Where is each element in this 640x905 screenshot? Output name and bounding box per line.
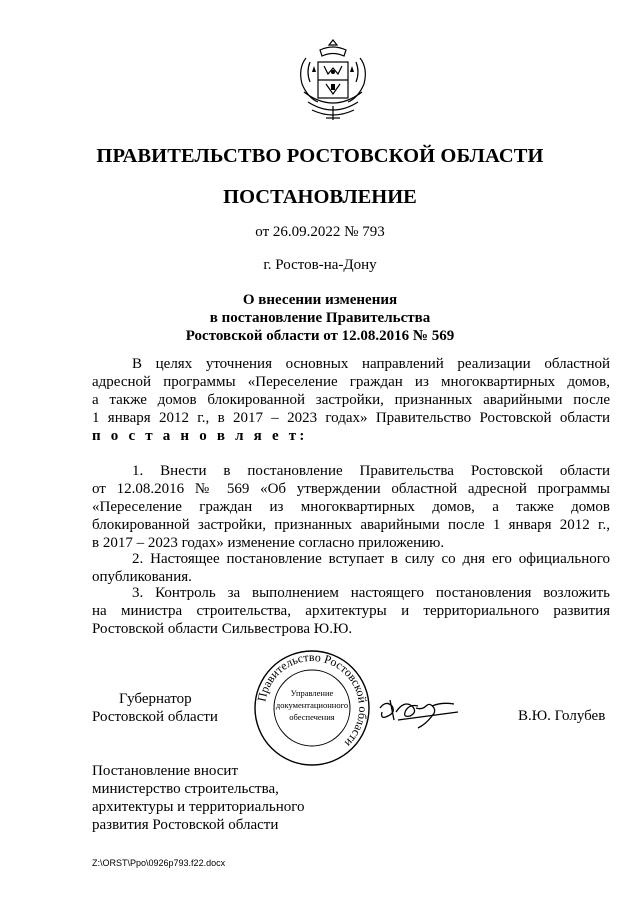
item-3-paragraph (92, 584, 610, 638)
handwritten-signature-icon (376, 690, 472, 732)
signatory-title-line: Губернатор (119, 691, 192, 707)
submitted-by-note (92, 762, 305, 834)
text-line: 3. Контроль за выполнением настоящего постановления возложить (132, 585, 610, 601)
seal-ring-text: Правительство Ростовской области (254, 649, 371, 751)
text-line: 2. Настоящее постановление вступает в силу со дня его официального (132, 551, 610, 567)
text-line: «Переселение граждан из многоквартирных домов, а также домов (92, 499, 610, 515)
text-line: 1 января 2012 г., в 2017 – 2023 годах» Правительство Ростовской области (92, 410, 610, 426)
seal-center-line: Управление (290, 688, 334, 698)
text-line: в 2017 – 2023 годах» изменение согласно приложению. (92, 535, 445, 551)
note-line: Постановление вносит (92, 763, 239, 779)
item-2-paragraph (92, 550, 610, 586)
note-line: развития Ростовской области (92, 817, 279, 833)
file-path-footer: Z:\ORST\Ppo\0926p793.f22.docx (92, 858, 226, 868)
signatory-name: В.Ю. Голубев (518, 708, 606, 724)
preamble-paragraph (92, 355, 610, 445)
text-line: от 12.08.2016 № 569 «Об утверждении областной адресной программы (92, 481, 610, 497)
document-city: г. Ростов-на-Дону (263, 257, 377, 273)
subject-line: О внесении изменения (242, 292, 398, 308)
subject-line: Ростовской области от 12.08.2016 № 569 (185, 328, 455, 344)
text-line: а также домов блокированной застройки, признанных аварийными после (92, 392, 610, 408)
signatory-title-line: Ростовской области (92, 709, 218, 725)
document-date-number: от 26.09.2022 № 793 (255, 224, 385, 240)
text-line: адресной программы «Переселение граждан из многоквартирных домов, (92, 374, 610, 390)
resolves-word: п о с т а н о в л я е т: (92, 428, 308, 444)
text-line: на министра строительства, архитектуры и территориального развития (92, 603, 610, 619)
signatory-title (92, 690, 242, 726)
coat-of-arms-icon (294, 36, 372, 126)
subject-line: в постановление Правительства (209, 310, 431, 326)
text-line: Ростовской области Сильвестрова Ю.Ю. (92, 621, 353, 637)
text-line: блокированной застройки, признанных аварийными после 1 января 2012 г., (92, 517, 610, 533)
seal-center-line: документационного (275, 700, 349, 710)
text-line: опубликования. (92, 569, 192, 585)
text-line: В целях уточнения основных направлений реализации областной (132, 356, 610, 372)
seal-center-line: обеспечения (289, 712, 335, 722)
document-subject (0, 291, 640, 345)
note-line: архитектуры и территориального (92, 799, 305, 815)
note-line: министерство строительства, (92, 781, 279, 797)
item-1-paragraph (92, 462, 610, 552)
text-line: 1. Внести в постановление Правительства Ростовской области (132, 463, 610, 479)
document-type: ПОСТАНОВЛЕНИЕ (223, 186, 417, 208)
official-seal-icon (252, 648, 372, 768)
organization-title: ПРАВИТЕЛЬСТВО РОСТОВСКОЙ ОБЛАСТИ (96, 145, 544, 167)
